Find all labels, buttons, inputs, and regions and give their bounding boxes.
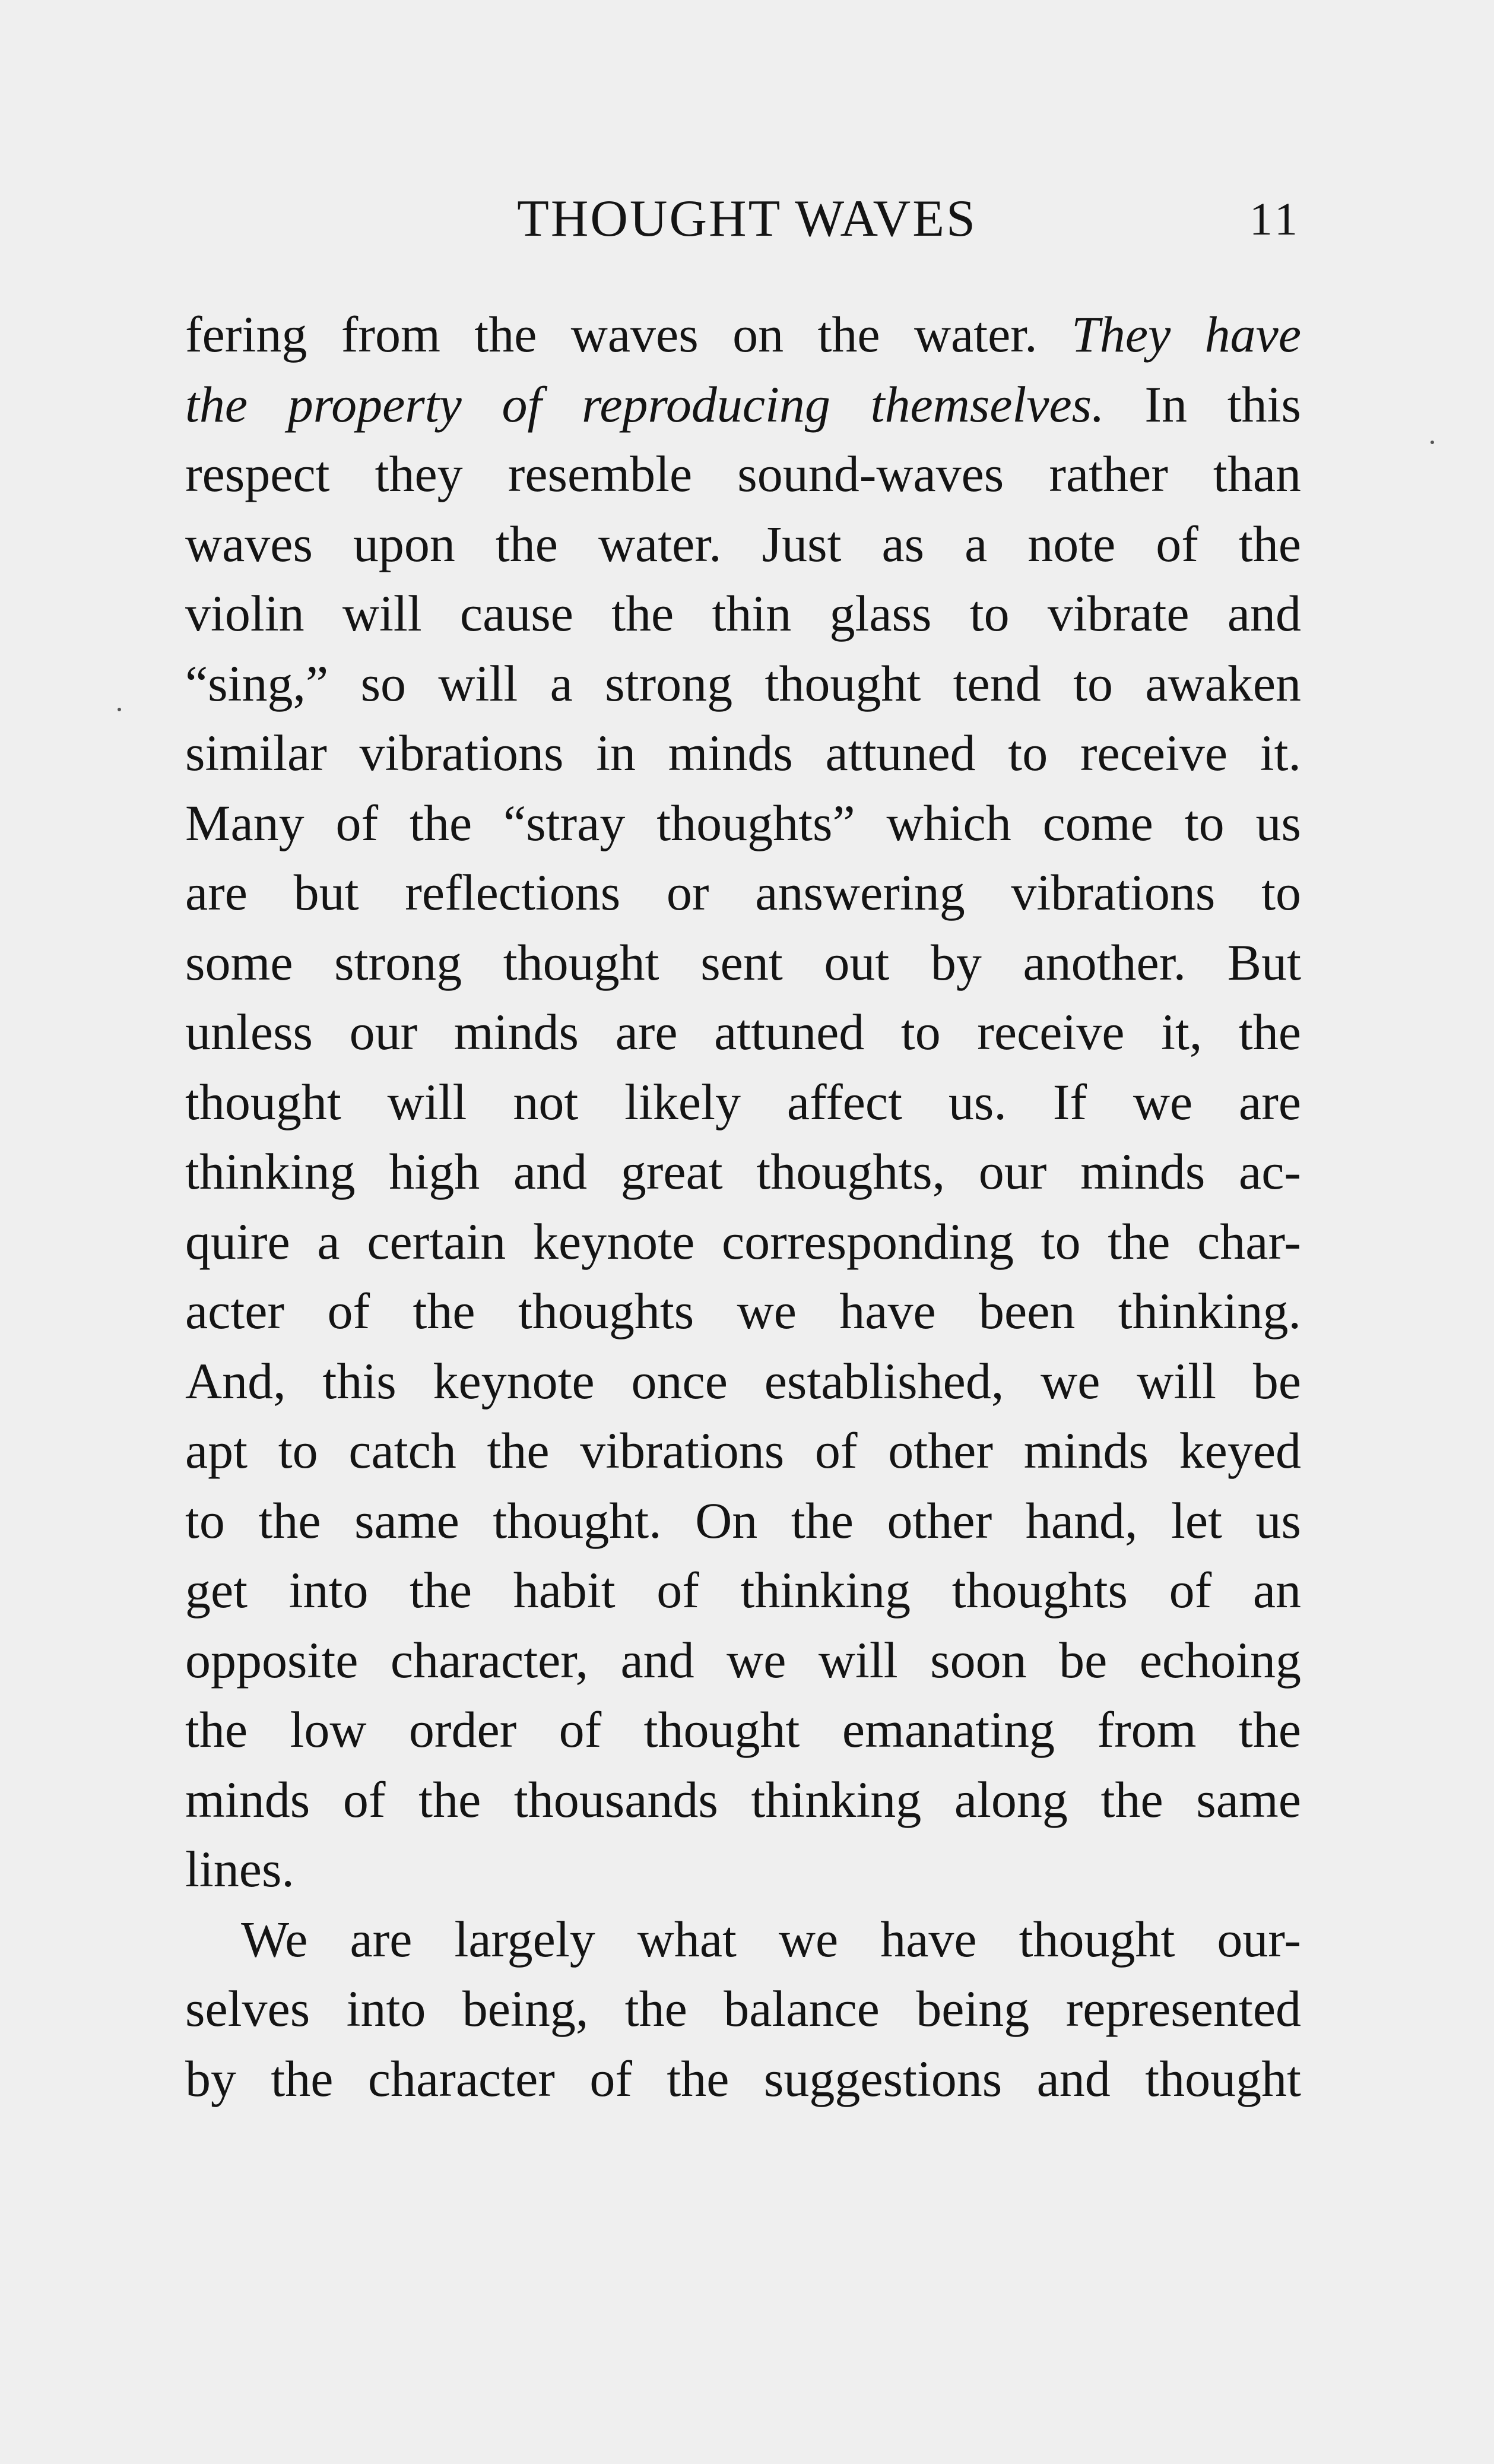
text-run: the low order of thought emanating from the <box>185 1701 1301 1758</box>
text-line <box>185 1765 1301 1835</box>
text-run: are but reflections or answering vibrations to <box>185 864 1301 921</box>
text-run: get into the habit of thinking thoughts of an <box>185 1562 1301 1619</box>
text-line <box>185 1137 1301 1207</box>
text-line <box>185 509 1301 579</box>
text-line <box>185 649 1301 719</box>
text-line <box>185 1068 1301 1138</box>
text-line <box>185 370 1301 440</box>
text-line <box>185 2044 1301 2114</box>
text-line <box>185 997 1301 1068</box>
text-run: lines. <box>185 1841 294 1898</box>
text-line <box>185 1695 1301 1765</box>
text-line <box>185 1974 1301 2044</box>
italic-text-run: the property of reproducing themselves. <box>185 375 1105 433</box>
text-run: fering from the waves on the water. <box>185 306 1072 363</box>
text-line <box>185 718 1301 788</box>
text-line <box>185 1835 1301 1905</box>
text-run: acter of the thoughts we have been thinking. <box>185 1282 1301 1339</box>
text-run: quire a certain keynote corresponding to the char- <box>185 1212 1301 1270</box>
text-run: We are largely what we have thought our- <box>241 1910 1301 1968</box>
page-speck <box>1430 441 1434 444</box>
body-text <box>185 300 1301 2114</box>
text-run: violin will cause the thin glass to vibrate and <box>185 585 1301 642</box>
text-run: waves upon the water. Just as a note of the <box>185 515 1301 572</box>
text-run: unless our minds are attuned to receive it, the <box>185 1003 1301 1060</box>
text-run: by the character of the suggestions and thought <box>185 2050 1301 2107</box>
paragraph <box>185 300 1301 1905</box>
text-run: thinking high and great thoughts, our minds ac- <box>185 1143 1301 1200</box>
text-run: Many of the “stray thoughts” which come to us <box>185 794 1301 851</box>
page-number: 11 <box>1249 193 1301 245</box>
text-run: selves into being, the balance being represented <box>185 1980 1301 2037</box>
text-line <box>185 858 1301 928</box>
text-run: similar vibrations in minds attuned to receive it. <box>185 724 1301 781</box>
text-run: respect they resemble sound-waves rather than <box>185 445 1301 502</box>
text-run: some strong thought sent out by another. But <box>185 933 1301 991</box>
paragraph <box>185 1905 1301 2114</box>
text-run: opposite character, and we will soon be echoing <box>185 1631 1301 1689</box>
text-run: thought will not likely affect us. If we are <box>185 1073 1301 1130</box>
text-line <box>185 439 1301 509</box>
running-title: THOUGHT WAVES <box>517 190 977 248</box>
text-line <box>185 1486 1301 1556</box>
text-line <box>185 788 1301 859</box>
text-run: And, this keynote once established, we will be <box>185 1352 1301 1410</box>
text-run: to the same thought. On the other hand, let us <box>185 1491 1301 1549</box>
text-line <box>185 1207 1301 1277</box>
text-line <box>185 1416 1301 1486</box>
italic-text-run: They have <box>1071 306 1302 363</box>
running-head <box>0 189 1494 260</box>
page-speck <box>118 708 121 711</box>
text-line <box>185 300 1301 370</box>
text-line <box>185 1556 1301 1626</box>
text-line <box>185 579 1301 649</box>
text-line <box>185 928 1301 998</box>
text-run: minds of the thousands thinking along the same <box>185 1771 1301 1828</box>
text-line <box>185 1347 1301 1417</box>
text-line <box>185 1277 1301 1347</box>
text-line <box>185 1905 1301 1975</box>
text-run: In this <box>1104 375 1301 433</box>
text-run: “sing,” so will a strong thought tend to awaken <box>185 654 1301 712</box>
text-run: apt to catch the vibrations of other minds keyed <box>185 1422 1301 1479</box>
text-line <box>185 1626 1301 1696</box>
